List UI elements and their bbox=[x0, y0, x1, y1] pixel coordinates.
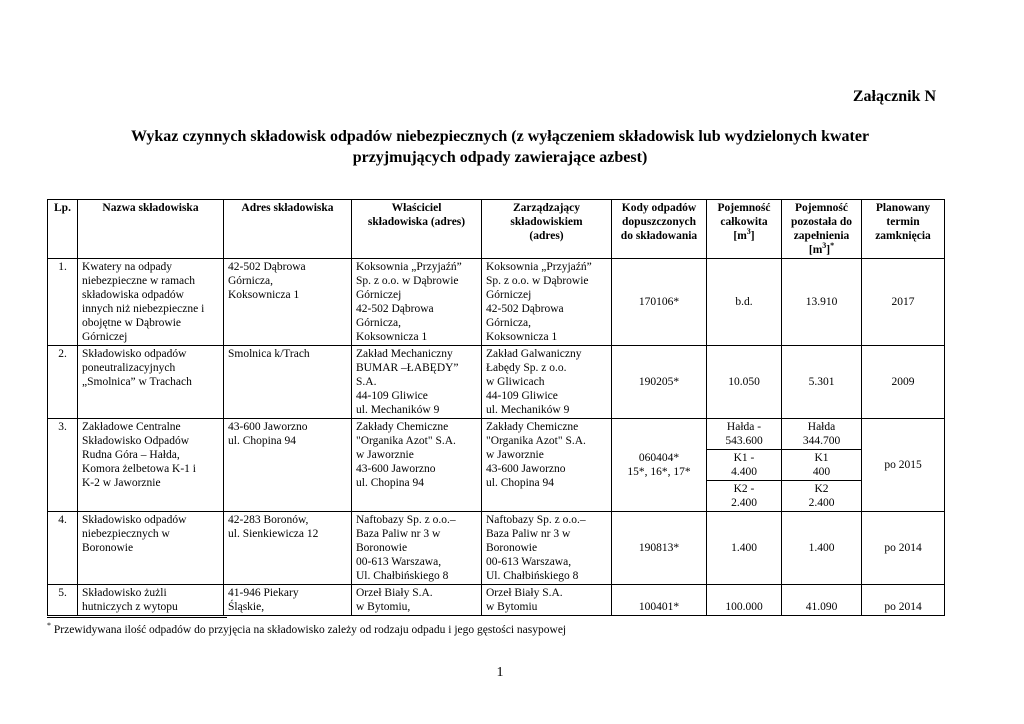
header-remaining-line: Pojemność bbox=[794, 202, 848, 214]
header-manager-line: składowiskiem bbox=[510, 216, 583, 228]
row-closing: po 2014 bbox=[862, 585, 945, 616]
row-closing: 2009 bbox=[862, 346, 945, 419]
footnote-text: Przewidywana ilość odpadów do przyjęcia na składowisko zależy od rodzaju odpadu i jego gęstości nasypowej bbox=[51, 624, 567, 636]
row-manager: Koksownia „Przyjaźń” Sp. z o.o. w Dąbrowie Górniczej 42-502 Dąbrowa Górnicza, Koksownicza 1 bbox=[482, 259, 612, 346]
row-lp: 3. bbox=[48, 419, 78, 512]
table-row bbox=[48, 259, 945, 346]
row-manager: Zakład Galwaniczny Łabędy Sp. z o.o. w Gliwicach 44-109 Gliwice ul. Mechaników 9 bbox=[482, 346, 612, 419]
row-owner: Naftobazy Sp. z o.o.– Baza Paliw nr 3 w Boronowie 00-613 Warszawa, Ul. Chałbińskiego 8 bbox=[352, 512, 482, 585]
row-closing: po 2014 bbox=[862, 512, 945, 585]
row-codes: 100401* bbox=[612, 585, 707, 616]
header-remaining-line: zapełnienia bbox=[793, 230, 850, 242]
row-codes: 170106* bbox=[612, 259, 707, 346]
capacity-part: K2 - 2.400 bbox=[731, 483, 757, 509]
row-address: Smolnica k/Trach bbox=[224, 346, 352, 419]
header-codes-line: do składowania bbox=[620, 230, 698, 242]
remaining-subtable bbox=[782, 419, 861, 511]
remaining-part: K2 2.400 bbox=[808, 483, 835, 509]
row-remaining bbox=[782, 419, 862, 512]
header-codes bbox=[612, 200, 707, 259]
header-closing-line: zamknięcia bbox=[875, 230, 931, 242]
header-address: Adres składowiska bbox=[224, 200, 352, 259]
title-line-2: przyjmujących odpady zawierające azbest) bbox=[352, 149, 648, 166]
row-manager: Naftobazy Sp. z o.o.– Baza Paliw nr 3 w Boronowie 00-613 Warszawa, Ul. Chałbińskiego 8 bbox=[482, 512, 612, 585]
row-owner: Zakłady Chemiczne "Organika Azot" S.A. w Jaworznie 43-600 Jaworzno ul. Chopina 94 bbox=[352, 419, 482, 512]
table-row bbox=[48, 346, 945, 419]
row-address: 42-283 Boronów, ul. Sienkiewicza 12 bbox=[224, 512, 352, 585]
header-remaining-line: pozostała do bbox=[790, 216, 853, 228]
row-remaining: 1.400 bbox=[782, 512, 862, 585]
header-codes-line: dopuszczonych bbox=[621, 216, 697, 228]
header-manager-line: Zarządzający bbox=[512, 202, 581, 214]
row-name: Składowisko odpadów niebezpiecznych w Boronowie bbox=[78, 512, 224, 585]
table-row bbox=[48, 512, 945, 585]
table-header-row bbox=[48, 200, 945, 259]
header-owner bbox=[352, 200, 482, 259]
remaining-part: K1 400 bbox=[782, 450, 861, 481]
landfill-table bbox=[47, 199, 945, 616]
header-lp: Lp. bbox=[48, 200, 78, 259]
row-owner: Zakład Mechaniczny BUMAR –ŁABĘDY” S.A. 44-109 Gliwice ul. Mechaników 9 bbox=[352, 346, 482, 419]
row-lp: 1. bbox=[48, 259, 78, 346]
header-capacity bbox=[707, 200, 782, 259]
header-manager-line: (adres) bbox=[529, 230, 564, 242]
header-codes-line: Kody odpadów bbox=[621, 202, 697, 214]
row-address: 43-600 Jaworzno ul. Chopina 94 bbox=[224, 419, 352, 512]
capacity-part: Hałda - 543.600 bbox=[707, 419, 781, 450]
row-capacity: 100.000 bbox=[707, 585, 782, 616]
row-closing: po 2015 bbox=[862, 419, 945, 512]
row-name: Składowisko żużli hutniczych z wytopu bbox=[78, 585, 224, 616]
remaining-part: Hałda 344.700 bbox=[782, 419, 861, 450]
row-owner: Orzeł Biały S.A. w Bytomiu, bbox=[352, 585, 482, 616]
header-closing-line: termin bbox=[886, 216, 920, 228]
header-name: Nazwa składowiska bbox=[78, 200, 224, 259]
document-title bbox=[90, 126, 910, 168]
row-name: Kwatery na odpady niebezpieczne w ramach składowiska odpadów innych niż niebezpieczne i obojętne w Dąbrowie Górniczej bbox=[78, 259, 224, 346]
row-owner: Koksownia „Przyjaźń” Sp. z o.o. w Dąbrowie Górniczej 42-502 Dąbrowa Górnicza, Koksownicza 1 bbox=[352, 259, 482, 346]
header-capacity-line: Pojemność bbox=[717, 202, 771, 214]
row-codes: 190813* bbox=[612, 512, 707, 585]
header-owner-line: składowiska (adres) bbox=[367, 216, 466, 228]
title-line-1: Wykaz czynnych składowisk odpadów niebezpiecznych (z wyłączeniem składowisk lub wydzielonych kwater bbox=[130, 128, 870, 145]
header-remaining-unit: $[m^3]^*$ bbox=[808, 241, 835, 256]
page-number: 1 bbox=[496, 665, 504, 680]
row-remaining: 13.910 bbox=[782, 259, 862, 346]
row-remaining: 41.090 bbox=[782, 585, 862, 616]
row-lp: 2. bbox=[48, 346, 78, 419]
row-remaining: 5.301 bbox=[782, 346, 862, 419]
row-manager: Orzeł Biały S.A. w Bytomiu bbox=[482, 585, 612, 616]
row-address: 42-502 Dąbrowa Górnicza, Koksownicza 1 bbox=[224, 259, 352, 346]
footnote bbox=[47, 621, 567, 636]
row-address: 41-946 Piekary Śląskie, bbox=[224, 585, 352, 616]
row-codes: 190205* bbox=[612, 346, 707, 419]
row-codes: 060404* 15*, 16*, 17* bbox=[612, 419, 707, 512]
row-manager: Zakłady Chemiczne "Organika Azot" S.A. w Jaworznie 43-600 Jaworzno ul. Chopina 94 bbox=[482, 419, 612, 512]
header-closing bbox=[862, 200, 945, 259]
row-capacity bbox=[707, 419, 782, 512]
header-owner-line: Właściciel bbox=[391, 202, 442, 214]
row-name: Zakładowe Centralne Składowisko Odpadów Rudna Góra – Hałda, Komora żelbetowa K-1 i K-2 w Jaworznie bbox=[78, 419, 224, 512]
capacity-subtable bbox=[707, 419, 781, 511]
table-row bbox=[48, 585, 945, 616]
footnote-mark: * bbox=[47, 621, 51, 631]
capacity-part: K1 - 4.400 bbox=[707, 450, 781, 481]
row-capacity: 1.400 bbox=[707, 512, 782, 585]
row-capacity: 10.050 bbox=[707, 346, 782, 419]
annex-label: Załącznik N bbox=[852, 88, 936, 105]
row-name: Składowisko odpadów poneutralizacyjnych „Smolnica” w Trachach bbox=[78, 346, 224, 419]
header-remaining bbox=[782, 200, 862, 259]
row-capacity: b.d. bbox=[707, 259, 782, 346]
row-closing: 2017 bbox=[862, 259, 945, 346]
row-lp: 5. bbox=[48, 585, 78, 616]
header-manager bbox=[482, 200, 612, 259]
header-capacity-unit: $[m^3]$ bbox=[733, 227, 755, 242]
footnote-divider bbox=[47, 617, 227, 618]
header-capacity-line: całkowita bbox=[720, 216, 768, 228]
table-row bbox=[48, 419, 945, 512]
header-closing-line: Planowany bbox=[875, 202, 931, 214]
row-lp: 4. bbox=[48, 512, 78, 585]
